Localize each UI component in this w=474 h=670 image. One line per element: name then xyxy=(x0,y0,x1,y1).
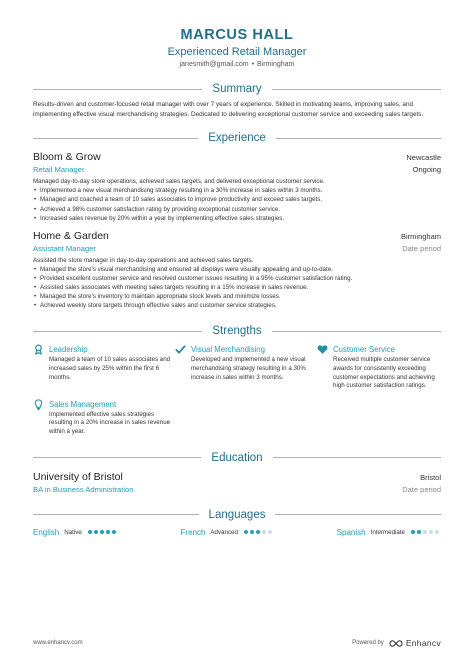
heart-icon xyxy=(317,344,328,355)
experience-bullets xyxy=(33,186,441,222)
experience-company: Bloom & Grow xyxy=(33,151,101,164)
strength-title: Customer Service xyxy=(333,345,395,355)
candidate-name: MARCUS HALL xyxy=(180,27,294,43)
experience-role: Assistant Manager xyxy=(33,243,96,253)
bullet-item: • Achieved a 98% customer satisfaction rating by providing exceptional customer service. xyxy=(33,205,441,214)
section-title-languages: Languages xyxy=(33,508,441,522)
proficiency-dot-empty xyxy=(435,530,439,534)
bullet-item: • Assisted sales associates with meeting sales targets resulting in a 15% increase in sales revenue. xyxy=(33,283,441,292)
language-level: Native xyxy=(64,528,82,536)
strength-title: Visual Merchandising xyxy=(191,345,265,355)
bullet-item: • Managed the store's visual merchandising and ensured all displays were visually appealing and up-to-date. xyxy=(33,265,441,274)
bullet-item: • Managed and coached a team of 10 sales associates to improve productivity and exceed sales targets. xyxy=(33,195,441,204)
strength-description: Received multiple customer service awards for consistently exceeding customer expectations and achieving high customer satisfaction ratings. xyxy=(333,356,435,390)
language-name: Spanish xyxy=(336,527,366,537)
experience-entry xyxy=(33,151,441,223)
proficiency-dot-filled xyxy=(100,530,104,534)
language-name: French xyxy=(180,527,206,537)
proficiency-dot-empty xyxy=(262,530,266,534)
bullet-item: • Achieved weekly store targets through effective sales and customer service strategies. xyxy=(33,301,441,310)
proficiency-dots xyxy=(244,530,274,534)
strengths-grid xyxy=(33,344,441,444)
proficiency-dot-filled xyxy=(411,530,415,534)
strength-item xyxy=(33,399,175,437)
proficiency-dot-filled xyxy=(250,530,254,534)
check-icon xyxy=(175,344,186,355)
summary-text: Results-driven and customer-focused retail manager with over 7 years of experience. Skilled in motivating teams, improving sales, and implementing effective visual merchandising strategies. Dedicated to delivering exceptional customer service and exceeding sales targets. xyxy=(33,101,424,118)
languages-row xyxy=(33,528,441,537)
experience-bullets xyxy=(33,265,441,310)
experience-date: Ongoing xyxy=(412,165,441,175)
experience-location: Birmingham xyxy=(400,231,441,241)
experience-role: Retail Manager xyxy=(33,165,85,175)
proficiency-dot-filled xyxy=(244,530,248,534)
education-location: Bristol xyxy=(420,472,441,482)
section-title-summary: Summary xyxy=(33,82,441,96)
strength-description: Developed and implemented a new visual merchandising strategy resulting in a 30% increase in sales within 3 months. xyxy=(191,356,306,381)
experience-location: Newcastle xyxy=(406,153,441,163)
language-item xyxy=(33,528,118,537)
bullet-item: • Implemented a new visual merchandising strategy resulting in a 30% increase in sales within 3 months. xyxy=(33,186,441,195)
proficiency-dot-empty xyxy=(429,530,433,534)
proficiency-dots xyxy=(88,530,118,534)
section-title-strengths: Strengths xyxy=(33,324,441,338)
strength-title: Leadership xyxy=(49,345,88,355)
ribbon-icon xyxy=(33,344,44,355)
education-entry xyxy=(33,471,441,495)
enhancv-logo-icon xyxy=(389,639,403,648)
experience-description: Managed day-to-day store operations, achieved sales targets, and delivered exceptional customer service. xyxy=(33,178,325,186)
language-item xyxy=(337,528,441,537)
proficiency-dot-filled xyxy=(88,530,92,534)
powered-by-label: Powered by xyxy=(352,640,384,646)
section-title-experience: Experience xyxy=(33,131,441,145)
location-text: Birmingham xyxy=(257,61,295,68)
experience-entry xyxy=(33,230,441,311)
section-title-education: Education xyxy=(33,451,441,465)
candidate-headline: Experienced Retail Manager xyxy=(167,46,307,58)
experience-date: Date period xyxy=(402,243,441,253)
language-name: English xyxy=(33,527,60,537)
language-level: Intermediate xyxy=(370,528,405,536)
strength-item xyxy=(317,344,441,390)
contact-separator: • xyxy=(251,61,255,68)
education-date: Date period xyxy=(402,484,441,494)
strength-item xyxy=(175,344,317,390)
proficiency-dot-filled xyxy=(106,530,110,534)
education-school: University of Bristol xyxy=(33,470,123,483)
contact-line xyxy=(33,60,441,70)
email-link[interactable]: janesmith@gmail.com xyxy=(179,61,249,68)
proficiency-dots xyxy=(411,530,441,534)
bullet-item: • Provided excellent customer service and resolved customer issues resulting in a 95% customer satisfaction rating. xyxy=(33,274,441,283)
website-link[interactable]: www.enhancv.com xyxy=(33,640,83,646)
experience-description: Assisted the store manager in day-to-day operations and achieved sales targets. xyxy=(33,256,254,264)
proficiency-dot-filled xyxy=(256,530,260,534)
strength-item xyxy=(33,344,175,390)
lightbulb-icon xyxy=(33,399,44,410)
strength-title: Sales Management xyxy=(49,399,117,409)
strength-description: Managed a team of 10 sales associates and increased sales by 25% within the first 6 months. xyxy=(49,356,171,381)
page-footer xyxy=(33,638,441,648)
proficiency-dot-filled xyxy=(417,530,421,534)
bullet-item: • Managed the store's inventory to maintain appropriate stock levels and minimize losses. xyxy=(33,292,441,301)
language-item xyxy=(181,528,274,537)
proficiency-dot-empty xyxy=(268,530,272,534)
language-level: Advanced xyxy=(210,528,238,536)
strength-description: Implemented effective sales strategies resulting in a 20% increase in sales revenue within a year. xyxy=(49,410,171,435)
education-degree: BA in Business Administration xyxy=(33,484,134,494)
bullet-item: • Increased sales revenue by 20% within a year by implementing effective sales strategies. xyxy=(33,214,441,223)
proficiency-dot-empty xyxy=(423,530,427,534)
proficiency-dot-filled xyxy=(94,530,98,534)
proficiency-dot-filled xyxy=(112,530,116,534)
experience-company: Home & Garden xyxy=(33,229,109,242)
powered-by xyxy=(352,638,441,648)
brand-name[interactable]: Enhancv xyxy=(405,638,441,648)
